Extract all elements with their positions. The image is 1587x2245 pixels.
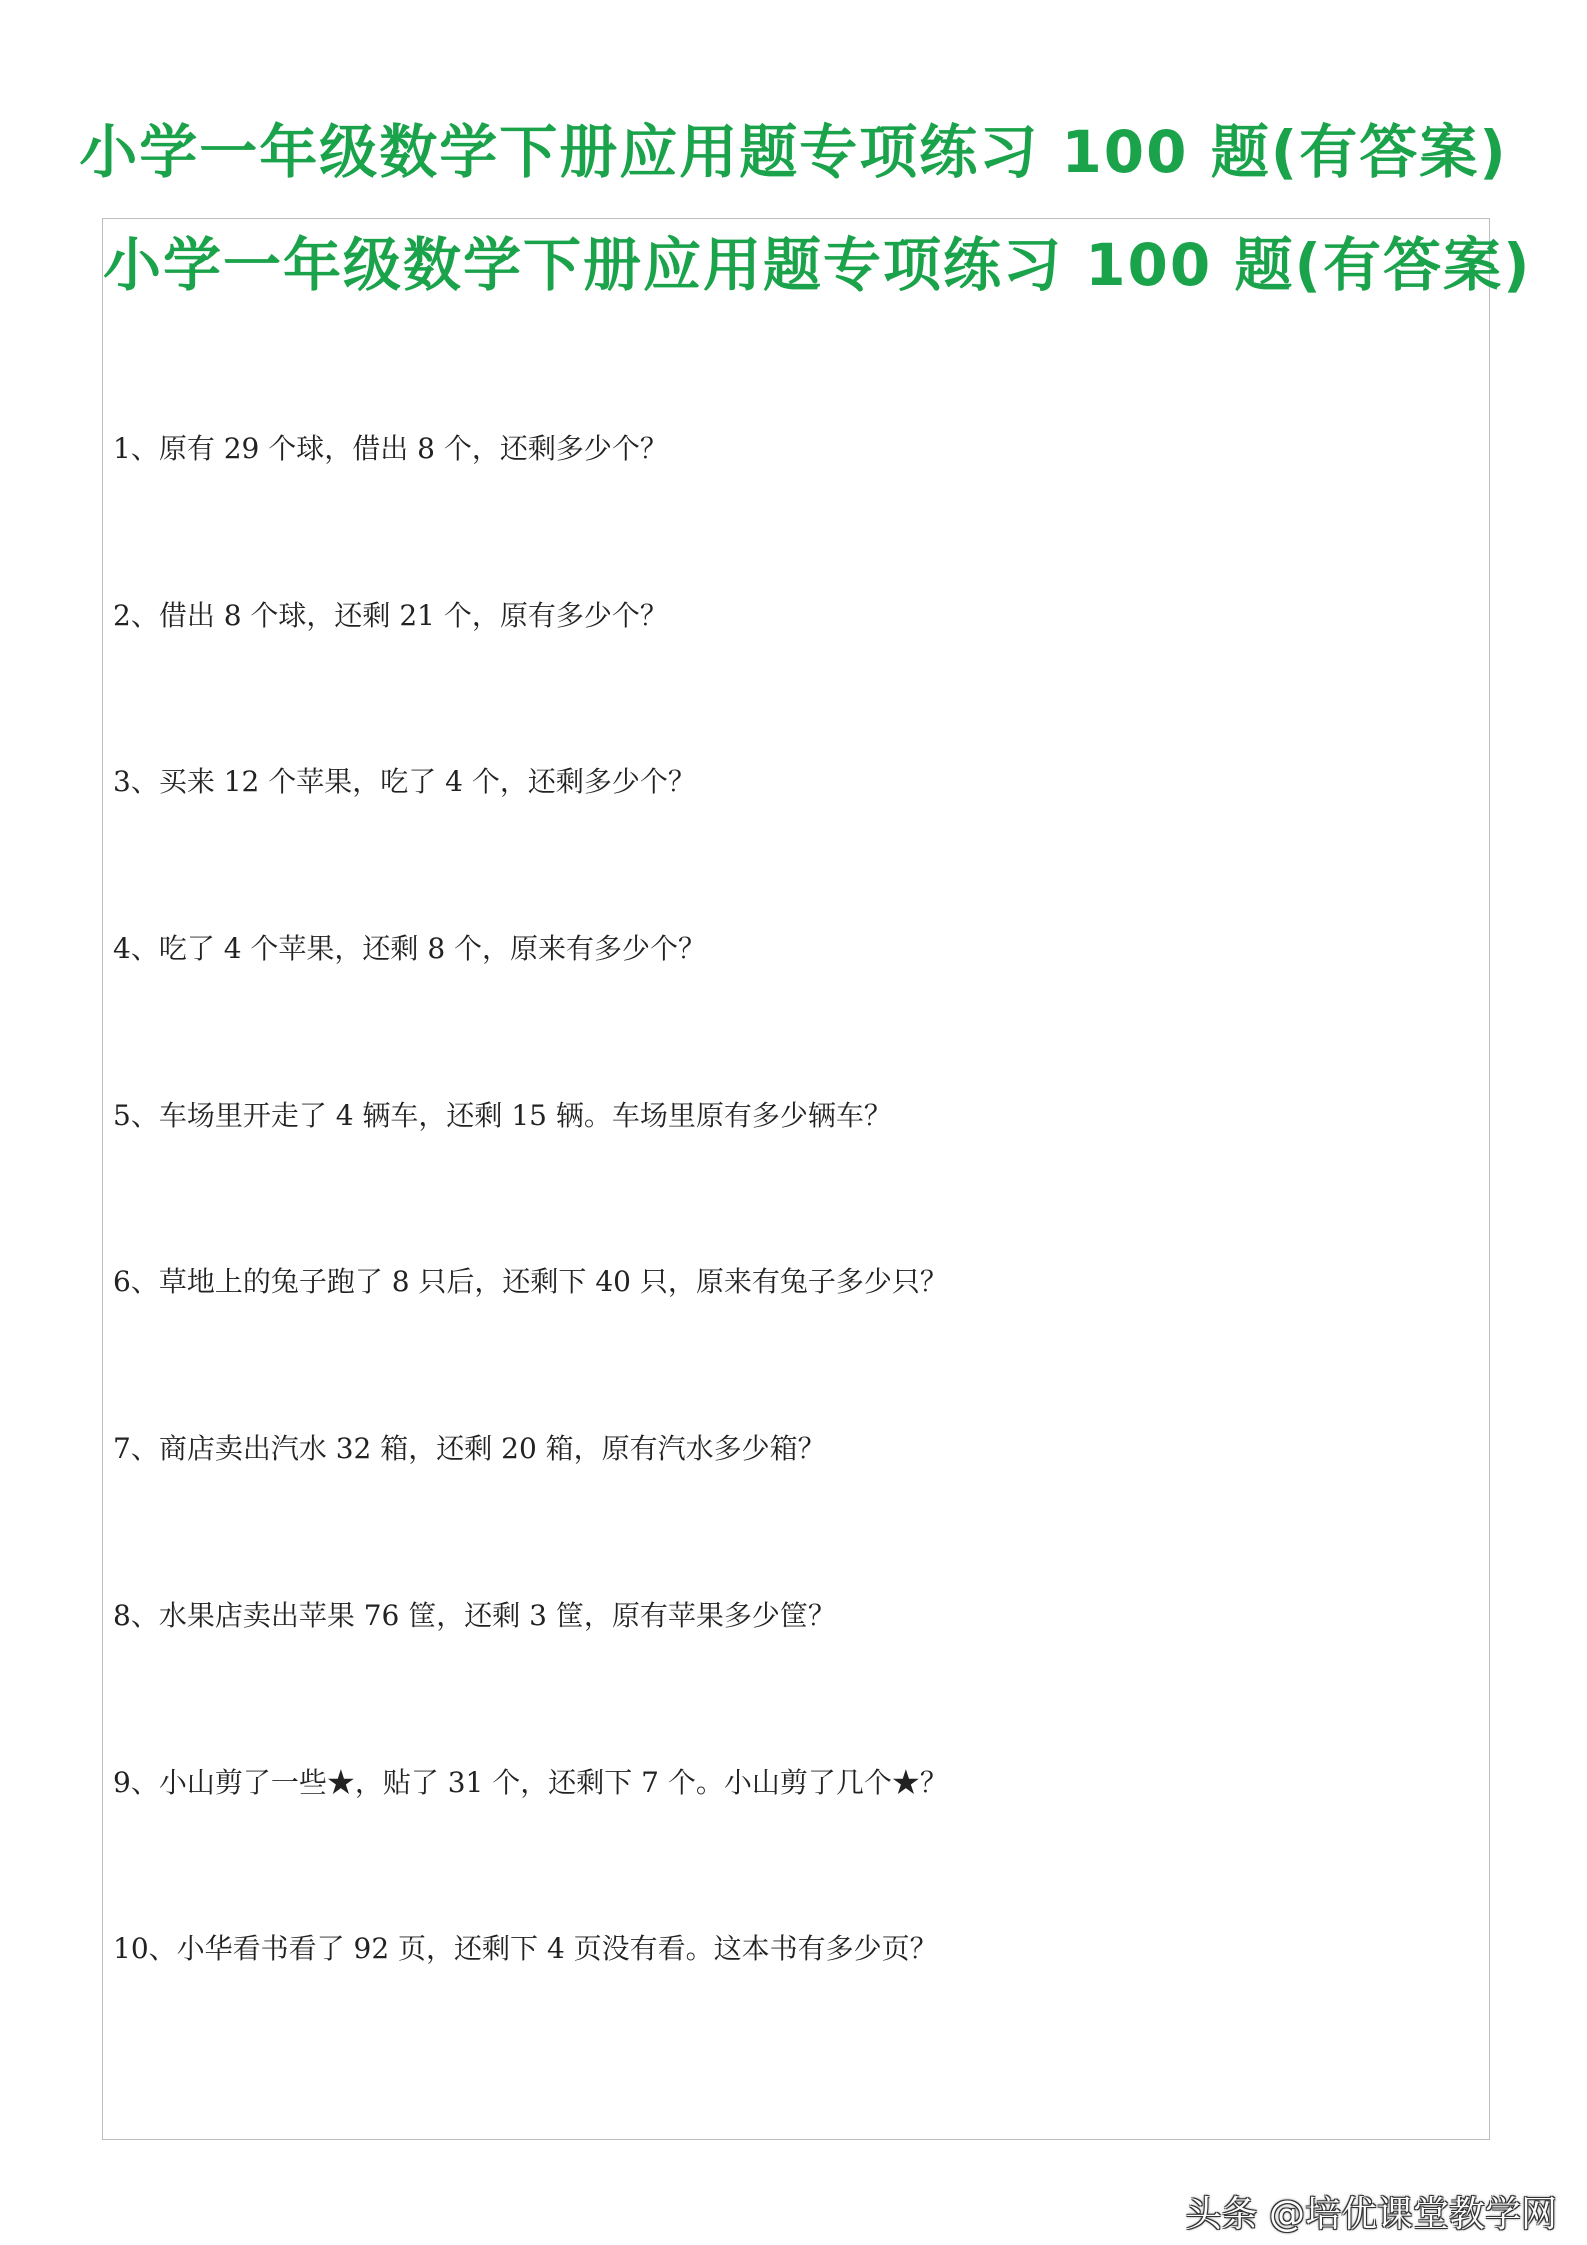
question-8: 8、水果店卖出苹果 76 筐，还剩 3 筐，原有苹果多少筐？ <box>113 1599 836 1632</box>
question-6: 6、草地上的兔子跑了 8 只后，还剩下 40 只，原来有兔子多少只？ <box>113 1265 948 1298</box>
page-title: 小学一年级数学下册应用题专项练习 100 题(有答案) <box>79 118 1508 186</box>
worksheet-frame <box>102 218 1532 2140</box>
worksheet-title: 小学一年级数学下册应用题专项练习 100 题(有答案) <box>103 231 1532 299</box>
question-5: 5、车场里开走了 4 辆车，还剩 15 辆。车场里原有多少辆车？ <box>113 1099 892 1132</box>
question-1: 1、原有 29 个球，借出 8 个，还剩多少个？ <box>113 432 668 465</box>
question-7: 7、商店卖出汽水 32 箱，还剩 20 箱，原有汽水多少箱？ <box>113 1432 826 1465</box>
question-2: 2、借出 8 个球，还剩 21 个，原有多少个？ <box>113 599 668 632</box>
question-3: 3、买来 12 个苹果，吃了 4 个，还剩多少个？ <box>113 765 696 798</box>
question-9: 9、小山剪了一些★，贴了 31 个，还剩下 7 个。小山剪了几个★？ <box>113 1766 948 1799</box>
question-4: 4、吃了 4 个苹果，还剩 8 个，原来有多少个？ <box>113 932 707 965</box>
question-10: 10、小华看书看了 92 页，还剩下 4 页没有看。这本书有多少页？ <box>113 1932 938 1965</box>
watermark-text: 头条 @培优课堂教学网 <box>1185 2194 1557 2235</box>
